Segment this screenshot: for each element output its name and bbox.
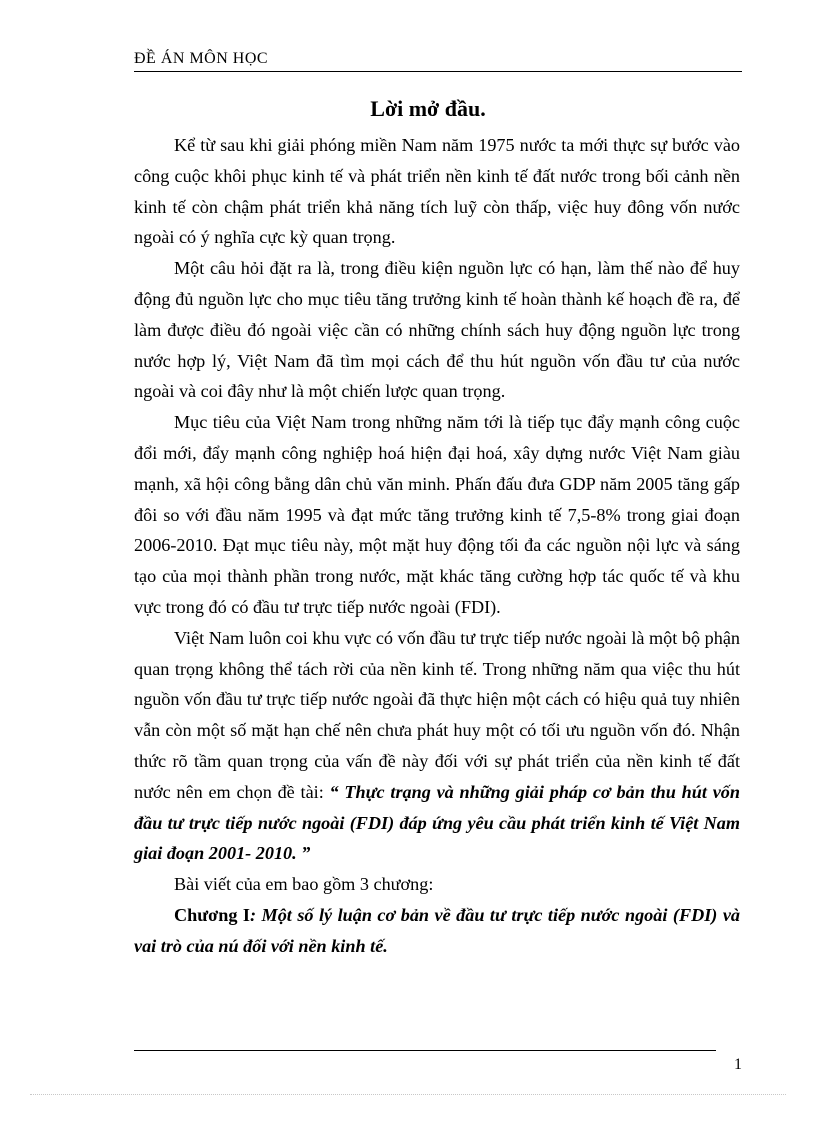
footer-divider	[134, 1050, 716, 1051]
paragraph-5	[134, 869, 740, 900]
paragraph-3-text: Mục tiêu của Việt Nam trong những năm tới là tiếp tục đẩy mạnh công cuộc đổi mới, đẩy mạnh công nghiệp hoá hiện đại hoá, xây dựng nước Việt Nam giàu mạnh, xã hội công bằng dân chủ văn minh. Phấn đấu đưa GDP năm 2005 tăng gấp đôi so với đầu năm 1995 và đạt mức tăng trưởng kinh tế 7,5-8% trong giai đoạn 2006-2010. Đạt mục tiêu này, một mặt huy động tối đa các nguồn nội lực và sáng tạo của mọi thành phần trong nước, mặt khác tăng cường hợp tác quốc tế và khu vực trong đó có đầu tư trực tiếp nước ngoài (FDI).	[134, 412, 740, 617]
paragraph-5-text: Bài viết của em bao gồm 3 chương:	[174, 874, 434, 895]
chapter-1-entry	[134, 900, 740, 962]
paragraph-1	[134, 130, 740, 253]
chapter-1-label: Chương I	[174, 904, 250, 925]
section-title: Lời mở đầu.	[370, 96, 486, 121]
paragraph-4	[134, 623, 740, 869]
page-bottom-edge	[30, 1094, 786, 1095]
running-header-title: ĐỀ ÁN MÔN HỌC	[134, 50, 269, 67]
paragraph-2-text: Một câu hỏi đặt ra là, trong điều kiện nguồn lực có hạn, làm thế nào để huy động đủ nguồn lực cho mục tiêu tăng trưởng kinh tế hoàn thành kế hoạch đề ra, để làm được điều đó ngoài việc cần có những chính sách huy động nguồn lực trong nước hợp lý, Việt Nam đã tìm mọi cách để thu hút nguồn vốn đầu tư của nước ngoài và coi đây như là một chiến lược quan trọng.	[134, 258, 740, 402]
paragraph-3	[134, 407, 740, 623]
paragraph-4-text: Việt Nam luôn coi khu vực có vốn đầu tư trực tiếp nước ngoài là một bộ phận quan trọng không thể tách rời của nền kinh tế. Trong những năm qua việc thu hút nguồn vốn đầu tư trực tiếp nước ngoài đã thực hiện một cách có hiệu quả tuy nhiên vẫn còn một số mặt hạn chế nên chưa phát huy một có tối ưu nguồn vốn đó. Nhận thức rõ tầm quan trọng của vấn đề này đối với sự phát triển của nền kinh tế đất nước nên em chọn đề tài:	[134, 627, 740, 802]
page-number: 1	[734, 1056, 742, 1073]
document-body	[134, 130, 740, 962]
chapter-1-title: : Một số lý luận cơ bản về đầu tư trực tiếp nước ngoài (FDI) và vai trò của nú đối với nền kinh tế.	[134, 904, 740, 956]
header-divider	[134, 71, 742, 72]
thesis-topic-title: “ Thực trạng và những giải pháp cơ bản thu hút vốn đầu tư trực tiếp nước ngoài (FDI) đáp ứng yêu cầu phát triển kinh tế Việt Nam giai đoạn 2001- 2010. ”	[134, 781, 740, 864]
paragraph-1-text: Kể từ sau khi giải phóng miền Nam năm 1975 nước ta mới thực sự bước vào công cuộc khôi phục kinh tế và phát triển nền kinh tế đất nước trong bối cảnh nền kinh tế còn chậm phát triển khả năng tích luỹ còn thấp, việc huy đông vốn nước ngoài có ý nghĩa cực kỳ quan trọng.	[134, 135, 740, 248]
paragraph-2	[134, 253, 740, 407]
